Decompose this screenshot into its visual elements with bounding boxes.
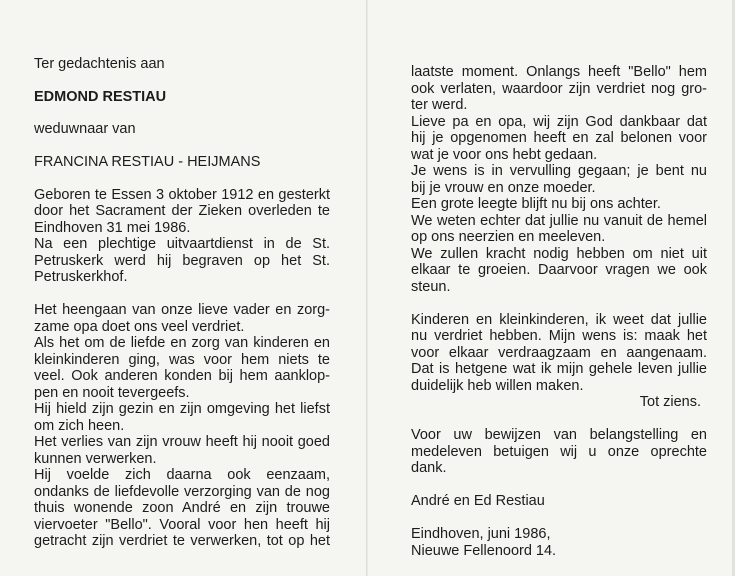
text-line: We weten echter dat jullie nu vanuit de hemel bbox=[411, 212, 707, 229]
right-page bbox=[411, 64, 707, 559]
text-line: Eindhoven 31 mei 1986. bbox=[34, 219, 191, 236]
text-line: veel. Ook anderen konden bij hem aanklop- bbox=[34, 368, 330, 384]
text-line: medeleven betuigen wij u onze oprechte bbox=[411, 443, 707, 460]
text-line: Kinderen en kleinkinderen, ik weet dat jullie bbox=[411, 311, 707, 328]
text-line: laatste moment. Onlangs heeft "Bello" hem bbox=[411, 64, 707, 80]
text-line: Dat is hetgene wat ik mijn gehele leven jullie bbox=[411, 361, 707, 377]
text-line: bij je vrouw en onze moeder. bbox=[411, 179, 596, 196]
text-line: Een grote leegte blijft nu bij ons achter. bbox=[411, 196, 661, 212]
text-line: viervoeter "Bello". Vooral voor hen heeft hij bbox=[34, 516, 330, 533]
text-line: Na een plechtige uitvaartdienst in de St. bbox=[34, 236, 330, 252]
text-line: Petruskerkhof. bbox=[34, 269, 128, 285]
deceased-name: EDMOND RESTIAU bbox=[34, 88, 167, 105]
text-line: Geboren te Essen 3 oktober 1912 en gesterkt bbox=[34, 186, 330, 203]
intro-text: Ter gedachtenis aan bbox=[34, 56, 165, 72]
text-line: steun. bbox=[411, 278, 451, 295]
left-page bbox=[34, 56, 330, 550]
text-line: ter werd. bbox=[411, 97, 468, 113]
text-line: ondanks de liefdevolle verzorging van de nog bbox=[34, 483, 330, 500]
text-line: ook verlaten, waardoor zijn verdriet nog gro- bbox=[411, 80, 707, 97]
text-line: duidelijk heb willen maken. bbox=[411, 377, 584, 394]
tribute-paragraph bbox=[34, 302, 330, 550]
text-line: nu verdriet hebben. Mijn wens is: maak het bbox=[411, 328, 707, 344]
text-line: getracht zijn verdriet te verwerken, tot op het bbox=[34, 533, 330, 549]
text-line: zame opa doet ons veel verdriet. bbox=[34, 318, 245, 335]
text-line: thuis wonende zoon André en zijn trouwe bbox=[34, 500, 330, 516]
text-line: We zullen kracht nodig hebben om niet uit bbox=[411, 245, 707, 262]
card-fold bbox=[366, 0, 368, 576]
text-line: Voor uw bewijzen van belangstelling en bbox=[411, 427, 707, 443]
place-date: Eindhoven, juni 1986, bbox=[411, 526, 551, 542]
text-line: Het verlies van zijn vrouw heeft hij nooit goed bbox=[34, 434, 330, 450]
relation-text: weduwnaar van bbox=[34, 121, 136, 137]
text-line: Petruskerk werd hij begraven op het St. bbox=[34, 252, 330, 269]
text-line: pen en nooit tevergeefs. bbox=[34, 384, 190, 401]
text-line: dank. bbox=[411, 460, 447, 476]
signature: André en Ed Restiau bbox=[411, 493, 545, 509]
farewell-paragraph bbox=[411, 64, 707, 295]
text-line: kunnen verwerken. bbox=[34, 450, 157, 467]
address: Nieuwe Fellenoord 14. bbox=[411, 542, 557, 559]
text-line: door het Sacrament der Zieken overleden te bbox=[34, 203, 330, 219]
text-line: voor elkaar verdraagzaam en aangenaam. bbox=[411, 344, 707, 361]
birth-paragraph bbox=[34, 187, 330, 286]
text-line: Hij voelde zich daarna ook eenzaam, bbox=[34, 467, 330, 483]
closing-text: Tot ziens. bbox=[639, 394, 701, 410]
text-line: kleinkinderen ging, was voor hem niets te bbox=[34, 351, 330, 368]
text-line: Hij hield zijn gezin en zijn omgeving het liefst bbox=[34, 401, 330, 417]
spouse-name: FRANCINA RESTIAU - HEIJMANS bbox=[34, 153, 261, 170]
text-line: Het heengaan van onze lieve vader en zorg- bbox=[34, 302, 330, 318]
text-line: op ons neerzien en meeleven. bbox=[411, 229, 606, 245]
message-paragraph bbox=[411, 312, 707, 395]
text-line: Lieve pa en opa, wij zijn God dankbaar dat bbox=[411, 113, 707, 130]
text-line: Je wens is in vervulling gegaan; je bent nu bbox=[411, 163, 707, 179]
thanks-paragraph bbox=[411, 427, 707, 477]
text-line: elkaar te groeien. Daarvoor vragen we ook bbox=[411, 262, 707, 278]
text-line: om zich heen. bbox=[34, 417, 125, 434]
text-line: Als het om de liefde en zorg van kinderen en bbox=[34, 335, 330, 351]
text-line: wat je voor ons hebt gedaan. bbox=[411, 146, 598, 163]
text-line: hij je opgenomen heeft en zal belonen voor bbox=[411, 130, 707, 146]
